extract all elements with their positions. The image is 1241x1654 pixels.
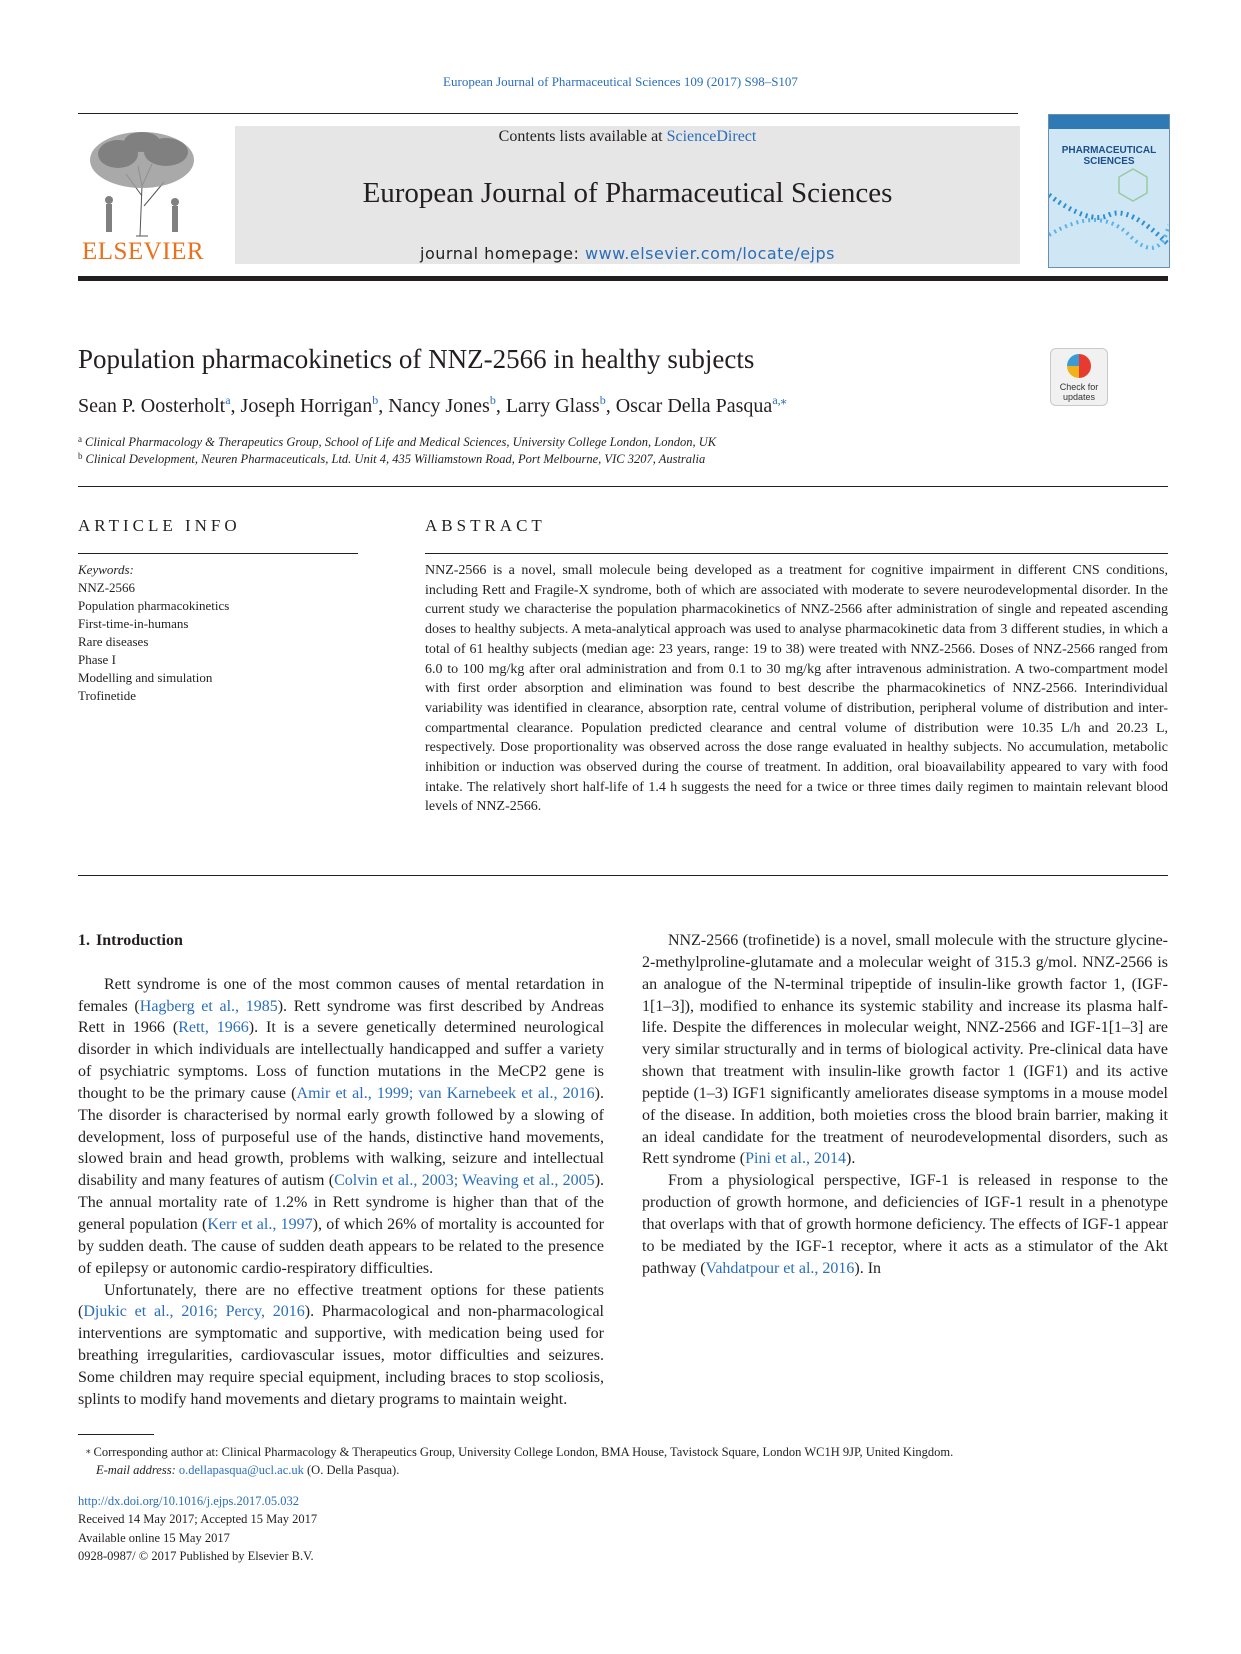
affiliation-mark: a [78, 434, 82, 444]
crossmark-icon [1067, 354, 1091, 378]
body-column-right [642, 930, 1168, 1280]
paragraph-text: ). In [854, 1259, 882, 1277]
body-column-left [78, 930, 604, 1411]
paragraph-text: ). [845, 1150, 856, 1168]
intro-paragraph-2 [78, 1280, 604, 1411]
abstract-rule [425, 553, 1168, 554]
contents-line [235, 128, 1020, 146]
citation-link[interactable]: Hagberg et al., 1985 [139, 997, 278, 1015]
keyword: NNZ-2566 [78, 580, 136, 595]
keyword: Phase I [78, 652, 116, 667]
paragraph-text: Unfortunately, there are no effective treatment options for these patients ( [78, 1281, 604, 1321]
section-title: Introduction [96, 932, 183, 949]
paper-title: Population pharmacokinetics of NNZ-2566 in healthy subjects [78, 344, 755, 374]
journal-banner [235, 126, 1020, 264]
paragraph-text: ). The annual mortality rate of 1.2% in Rett syndrome is higher than that of the general population ( [78, 1172, 605, 1233]
homepage-link[interactable]: www.elsevier.com/locate/ejps [584, 244, 835, 263]
author-name[interactable]: Nancy Jones [388, 395, 490, 417]
paragraph-text: ), of which 26% of mortality is accounted for by sudden death. The cause of sudden death appears to be related to the presence of epilepsy or autonomic cardio-respiratory difficulties. [78, 1215, 605, 1277]
keywords-block [78, 561, 229, 705]
author-name[interactable]: Larry Glass [505, 395, 600, 417]
keywords-label: Keywords: [78, 562, 134, 577]
elsevier-wordmark: ELSEVIER [81, 238, 205, 265]
section-number: 1. [78, 932, 90, 949]
corresponding-author-footnote [86, 1441, 953, 1479]
author-affiliation-mark[interactable]: a [225, 393, 231, 407]
intro-paragraph-4 [642, 1170, 1168, 1279]
check-for-updates-button[interactable] [1050, 348, 1108, 406]
cover-title-line2: SCIENCES [1083, 156, 1135, 167]
email-suffix: (O. Della Pasqua). [303, 1463, 400, 1477]
copyright-line: 0928-0987/ © 2017 Published by Elsevier B.V. [78, 1548, 314, 1563]
publication-info [78, 1492, 317, 1565]
citation-link[interactable]: Rett, 1966 [178, 1019, 249, 1037]
article-info-heading: ARTICLE INFO [78, 516, 241, 535]
corresponding-line [86, 1441, 953, 1461]
author-separator: , [230, 395, 241, 417]
affiliation-a [78, 434, 716, 450]
author-name[interactable]: Oscar Della Pasqua [615, 395, 773, 417]
section-rule [78, 875, 1168, 876]
header-thick-rule [78, 276, 1168, 281]
journal-cover-thumbnail[interactable] [1048, 114, 1170, 268]
author-affiliation-mark[interactable]: b [372, 393, 379, 407]
citation-link[interactable]: Amir et al., 1999; van Karnebeek et al., 2016 [296, 1084, 595, 1102]
author-affiliation-mark[interactable]: b [599, 393, 606, 407]
abstract-text: NNZ-2566 is a novel, small molecule being developed as a treatment for cognitive impairment in different CNS conditions, including Rett and Fragile-X syndrome, both of which are associated with moderate to severe neurodevelopmental disorder. In the current study we characterise the population pharmacokinetics of NNZ-2566 after administration of single and repeated ascending doses to healthy subjects. A meta-analytical approach was used to analyse pharmacokinetic data from 3 different studies, in which a total of 61 healthy subjects (median age: 23 years, range: 19 to 38) were treated with NNZ-2566. Doses of NNZ-2566 ranged from 6.0 to 100 mg/kg after oral administration and from 0.1 to 30 mg/kg after intravenous administration. A two-compartment model with first order absorption and elimination was found to best describe the pharmacokinetics of NNZ-2566. Interindividual variability was identified in clearance, absorption rate, central volume of distribution, peripheral volume of distribution and inter-compartmental clearance. Population predicted clearance and central volume of distribution were 10.35 L/h and 20.23 L, respectively. Dose proportionality was observed across the dose range evaluated in healthy subjects. No accumulation, metabolic inhibition or induction was observed during the course of treatment. In addition, oral bioavailability appeared to vary with food intake. The relatively short half-life of 1.4 h suggests the need for a twice or three times daily regimen to maintain relevant blood levels of NNZ-2566. [425, 563, 1168, 815]
crossmark-label [1051, 382, 1107, 402]
corresponding-text: Corresponding author at: Clinical Pharmacology & Therapeutics Group, University College London, BMA House, Tavistock Square, London WC1H 9JP, United Kingdom. [93, 1445, 954, 1459]
section-heading-introduction [78, 930, 604, 952]
footnote-rule [78, 1434, 154, 1435]
journal-citation-link[interactable]: European Journal of Pharmaceutical Sciences 109 (2017) S98–S107 [443, 74, 798, 89]
author-separator: , [495, 395, 506, 417]
affiliation-text: Clinical Pharmacology & Therapeutics Group, School of Life and Medical Sciences, University College London, London, UK [85, 435, 717, 449]
elsevier-tree-icon [78, 126, 208, 238]
abstract-heading: ABSTRACT [425, 516, 546, 535]
intro-paragraph-3 [642, 930, 1168, 1170]
author-separator: , [605, 395, 616, 417]
elsevier-logo[interactable] [78, 126, 208, 266]
homepage-prefix: journal homepage: [420, 244, 585, 263]
affiliation-text: Clinical Development, Neuren Pharmaceuticals, Ltd. Unit 4, 435 Williamstown Road, Port Melbourne, VIC 3207, Australia [85, 452, 706, 466]
citation-link[interactable]: Djukic et al., 2016; Percy, 2016 [83, 1303, 305, 1321]
keyword: Trofinetide [78, 688, 137, 703]
article-info-rule [78, 553, 358, 554]
citation-link[interactable]: Vahdatpour et al., 2016 [705, 1259, 855, 1277]
sciencedirect-link[interactable]: ScienceDirect [666, 128, 757, 145]
paragraph-text: ). It is a severe genetically determined neurological disorder in which individuals are intellectually handicapped and suffer a variety of psychiatric symptoms. Loss of function mutations in the MeCP2 gene is thought to be the primary cause ( [78, 1019, 605, 1102]
journal-title: European Journal of Pharmaceutical Sciences [362, 177, 893, 209]
crossmark-label-line2: updates [1062, 392, 1096, 402]
available-online: Available online 15 May 2017 [78, 1530, 230, 1545]
email-label: E-mail address: [96, 1463, 179, 1477]
header-rule [78, 113, 1018, 114]
section-rule [78, 486, 1168, 487]
intro-paragraph-1 [78, 974, 604, 1280]
keyword: Modelling and simulation [78, 670, 213, 685]
keyword: Rare diseases [78, 634, 149, 649]
author-list [78, 393, 787, 418]
cover-molecule-icon [1049, 115, 1169, 267]
email-line [86, 1461, 953, 1479]
paragraph-text: From a physiological perspective, IGF-1 is released in response to the production of growth hormone, and deficiencies of IGF-1 result in a phenotype that overlaps with that of growth hormone deficiency. The effects of IGF-1 appear to be mediated by the IGF-1 receptor, where it acts as a stimulator of the Akt pathway ( [642, 1172, 1168, 1277]
doi-link[interactable]: http://dx.doi.org/10.1016/j.ejps.2017.05.032 [78, 1494, 299, 1508]
affiliation-mark: b [78, 451, 83, 461]
paragraph-text: Rett syndrome is one of the most common causes of mental retardation in females ( [78, 975, 604, 1015]
crossmark-label-line1: Check for [1059, 382, 1099, 392]
email-link[interactable]: o.dellapasqua@ucl.ac.uk [178, 1463, 304, 1477]
paragraph-text: ). The disorder is characterised by normal early growth followed by a slowing of development, loss of purposeful use of the hands, distinctive hand movements, slowed brain and head growth, problems with walking, seizure and intellectual disability and many features of autism ( [78, 1084, 604, 1190]
received-dates: Received 14 May 2017; Accepted 15 May 2017 [78, 1512, 318, 1527]
footnote-mark: ⁎ [86, 1445, 91, 1455]
author-affiliation-mark[interactable]: b [489, 393, 496, 407]
author-separator: , [378, 395, 389, 417]
affiliation-b [78, 451, 705, 467]
keyword: Population pharmacokinetics [78, 598, 230, 613]
paragraph-text: NNZ-2566 (trofinetide) is a novel, small molecule with the structure glycine-2-methylproline-glutamate and a molecular weight of 315.3 g/mol. NNZ-2566 is an analogue of the N-terminal tripeptide of insulin-like growth factor 1, (IGF-1[1–3]), modified to enhance its systemic stability and increase its plasma half-life. Despite the differences in molecular weight, NNZ-2566 and IGF-1[1–3] are very similar structurally and in terms of biological activity. Pre-clinical data have shown that treatment with insulin-like growth factor 1 (IGF1) and its active peptide (1–3) IGF1 significantly ameliorates disease symptoms in a mouse model of the disease. In addition, both moieties cross the blood brain barrier, making it an ideal candidate for the treatment of neurodevelopmental disorders, such as Rett syndrome ( [642, 932, 1168, 1168]
homepage-line [235, 244, 1020, 263]
contents-prefix: Contents lists available at [498, 128, 667, 145]
paragraph-text: ). Rett syndrome was first described by Andreas Rett in 1966 ( [78, 997, 605, 1037]
keyword: First-time-in-humans [78, 616, 189, 631]
paragraph-text: ). Pharmacological and non-pharmacological interventions are symptomatic and supportive, with medication being used for breathing irregularities, cardiovascular issues, motor difficulties and seizures. Some children may require special equipment, including braces to stop scoliosis, splints to modify hand movements and dietary programs to maintain weight. [78, 1303, 605, 1408]
author-affiliation-mark[interactable]: a,⁎ [772, 393, 787, 407]
citation-link[interactable]: Colvin et al., 2003; Weaving et al., 2005 [334, 1172, 595, 1190]
citation-link[interactable]: Pini et al., 2014 [745, 1150, 846, 1168]
author-name[interactable]: Sean P. Oosterholt [78, 395, 226, 417]
citation-link[interactable]: Kerr et al., 1997 [207, 1215, 313, 1233]
cover-title-line1: PHARMACEUTICAL [1061, 145, 1157, 156]
author-name[interactable]: Joseph Horrigan [240, 395, 373, 417]
